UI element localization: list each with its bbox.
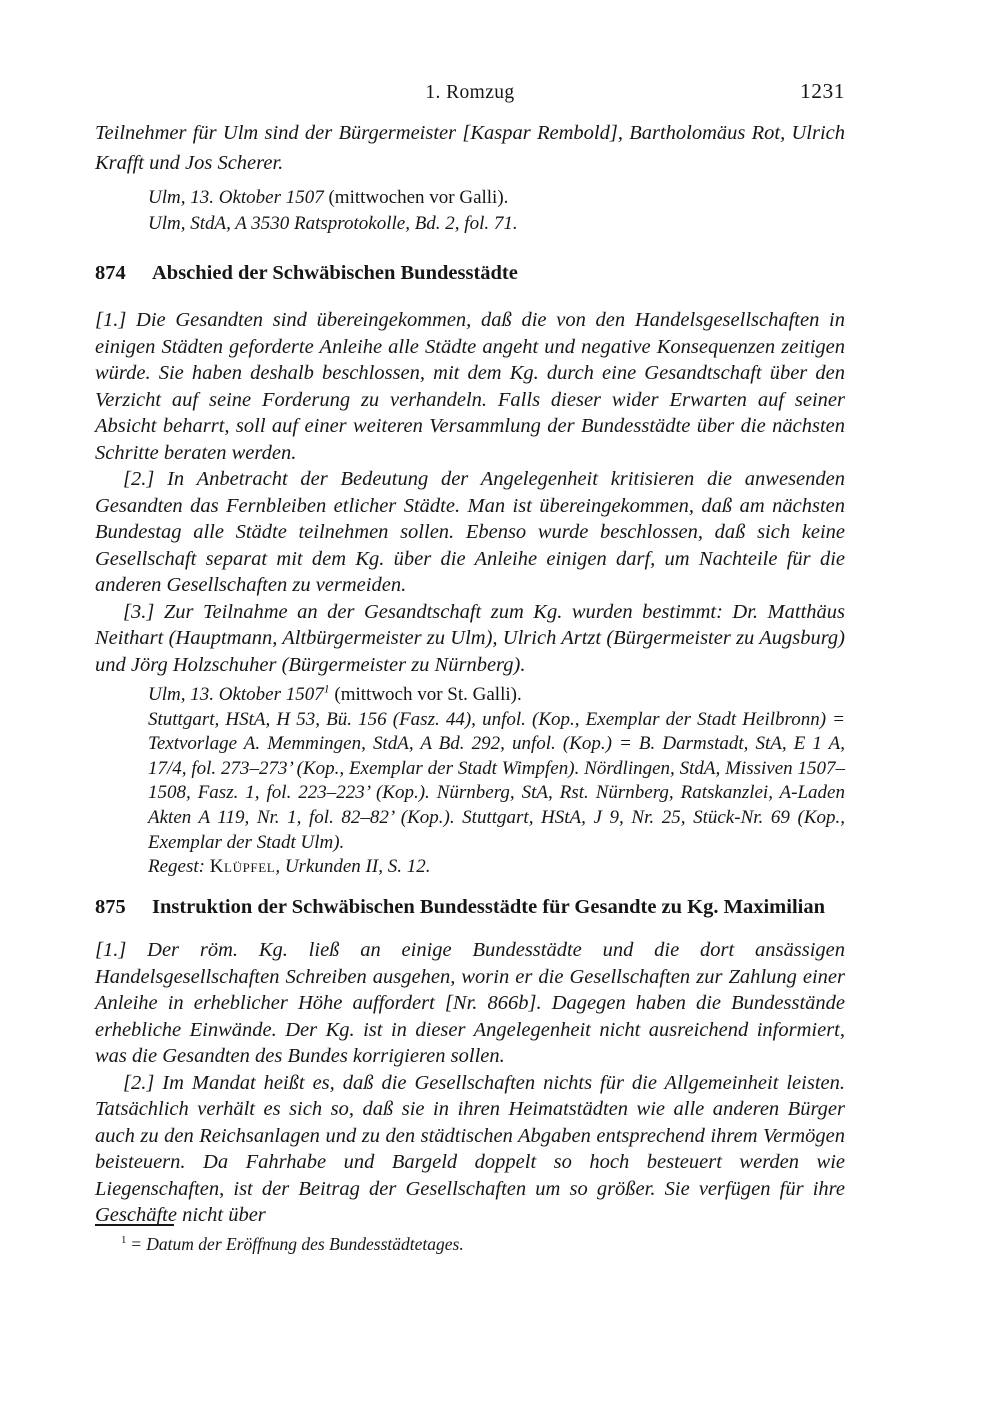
intro-regest-paragraph — [95, 119, 845, 178]
footnote-line — [95, 1233, 845, 1256]
intro-dateline-date: Ulm, 13. Oktober 1507 — [148, 187, 324, 208]
footnote-text: Datum der Eröffnung des Bundesstädtetages. — [146, 1234, 464, 1254]
entry-874-source-block — [148, 683, 845, 880]
entry-874-paragraph-1: [1.] Die Gesandten sind übereingekommen, daß die von den Handelsgesellschaften in einigen Städten geforderte Anleihe alle Städte angeht und negative Konsequenzen zeitigen würde. Sie haben deshalb beschlossen, mit dem Kg. durch eine Gesandtschaft über den Verzicht auf seine Forderung zu verhandeln. Falls dieser wider Erwarten auf seiner Absicht beharrt, soll auf einer weiteren Versammlung der Bundesstädte über die nächsten Schritte beraten werden. — [95, 309, 845, 464]
regest-label: Regest: — [148, 856, 205, 878]
entry-874-paragraph-2: [2.] In Anbetracht der Bedeutung der Angelegenheit kritisieren die anwesenden Gesandten das Fernbleiben etlicher Städte. Man ist übereingekommen, daß am nächsten Bundestag alle Städte teilnehmen sollen. Ebenso wurde beschlossen, daß sich keine Gesellschaft separat mit dem Kg. über die Anleihe einigen darf, um Nachteile für die anderen Gesellschaften zu vermeiden. — [95, 468, 845, 596]
regest-author: Klüpfel — [209, 856, 276, 878]
page-number: 1231 — [800, 79, 845, 103]
regest-citation: , Urkunden II, S. 12. — [275, 856, 431, 878]
footnote-marker: 1 — [121, 1234, 127, 1247]
entry-874-heading — [95, 261, 845, 286]
entry-874-regest-line — [148, 855, 845, 880]
entry-875-paragraph-1: [1.] Der röm. Kg. ließ an einige Bundesstädte und die dort ansässigen Handelsgesellschaften Schreiben ausgehen, worin er die Gesellschaften zur Zahlung einer Anleihe in erheblicher Höhe auffordert [Nr. 866b]. Dagegen haben die Bundesstände erhebliche Einwände. Der Kg. ist in dieser Angelegenheit nicht ausreichend informiert, was die Gesandten des Bundes korrigieren sollen. — [95, 939, 845, 1067]
footnote-reference-marker: 1 — [323, 682, 330, 696]
entry-874-dateline — [148, 683, 845, 708]
entry-874-archives: Stuttgart, HStA, H 53, Bü. 156 (Fasz. 44), unfol. (Kop., Exemplar der Stadt Heilbronn) = Textvorlage A. Memmingen, StdA, A Bd. 292, unfol. (Kop.) = B. Darmstadt, StA, E 1 A, 17/4, fol. 273–273’ (Kop., Exemplar der Stadt Wimpfen). Nördlingen, StdA, Missiven 1507–1508, Fasz. 1, fol. 223–223’ (Kop.). Nürnberg, StA, Rst. Nürnberg, Ratskanzlei, A-Laden Akten A 119, Nr. 1, fol. 82–82’ (Kop.). Stuttgart, HStA, J 9, Nr. 25, Stück-Nr. 69 (Kop., Exemplar der Stadt Ulm). — [148, 708, 845, 853]
intro-source-block — [95, 185, 845, 236]
entry-874-title: Abschied der Schwäbischen Bundesstädte — [152, 262, 518, 284]
entry-874-dateline-date: Ulm, 13. Oktober 1507 — [148, 684, 324, 705]
running-title: 1. Romzug — [425, 82, 515, 103]
entry-875-paragraph-2: [2.] Im Mandat heißt es, daß die Gesellschaften nichts für die Allgemeinheit leisten. Tatsächlich verhält es sich so, daß sie in ihren Heimatstädten wie alle anderen Bürger auch zu den Reichsanlagen und zu den städtischen Abgaben entsprechend ihrem Vermögen beisteuern. Da Fahrhabe und Bargeld doppelt so hoch besteuert werden wie Liegenschaften, ist der Beitrag der Gesellschaften um so größer. Sie verfügen für ihre Geschäfte nicht über — [95, 1071, 845, 1226]
intro-dateline — [148, 185, 845, 211]
entry-875-heading — [95, 895, 845, 920]
intro-dateline-calendar: (mittwochen vor Galli). — [323, 187, 509, 208]
intro-regest-text: Teilnehmer für Ulm sind der Bürgermeister [Kaspar Rembold], Bartholomäus Rot, Ulrich Krafft und Jos Scherer. — [95, 122, 845, 174]
entry-875-body — [95, 937, 845, 1229]
entry-874-paragraph-3: [3.] Zur Teilnahme an der Gesandtschaft zum Kg. wurden bestimmt: Dr. Matthäus Neithart (Hauptmann, Altbürgermeister zu Ulm), Ulrich Artzt (Bürgermeister zu Augsburg) und Jörg Holzschuher (Bürgermeister zu Nürnberg). — [95, 600, 845, 676]
entry-875-title: Instruktion der Schwäbischen Bundesstädte für Gesandte zu Kg. Maximilian — [152, 896, 825, 918]
intro-archive-line: Ulm, StdA, A 3530 Ratsprotokolle, Bd. 2, fol. 71. — [148, 212, 518, 234]
entry-875-number: 875 — [95, 896, 126, 918]
footnote-equals-sign: = — [131, 1234, 142, 1254]
entry-874-number: 874 — [95, 262, 126, 284]
page-header — [95, 79, 845, 112]
footnote-separator-rule — [95, 1224, 174, 1226]
entry-874-body — [95, 307, 845, 678]
entry-874-dateline-calendar: (mittwoch vor St. Galli). — [329, 684, 522, 705]
